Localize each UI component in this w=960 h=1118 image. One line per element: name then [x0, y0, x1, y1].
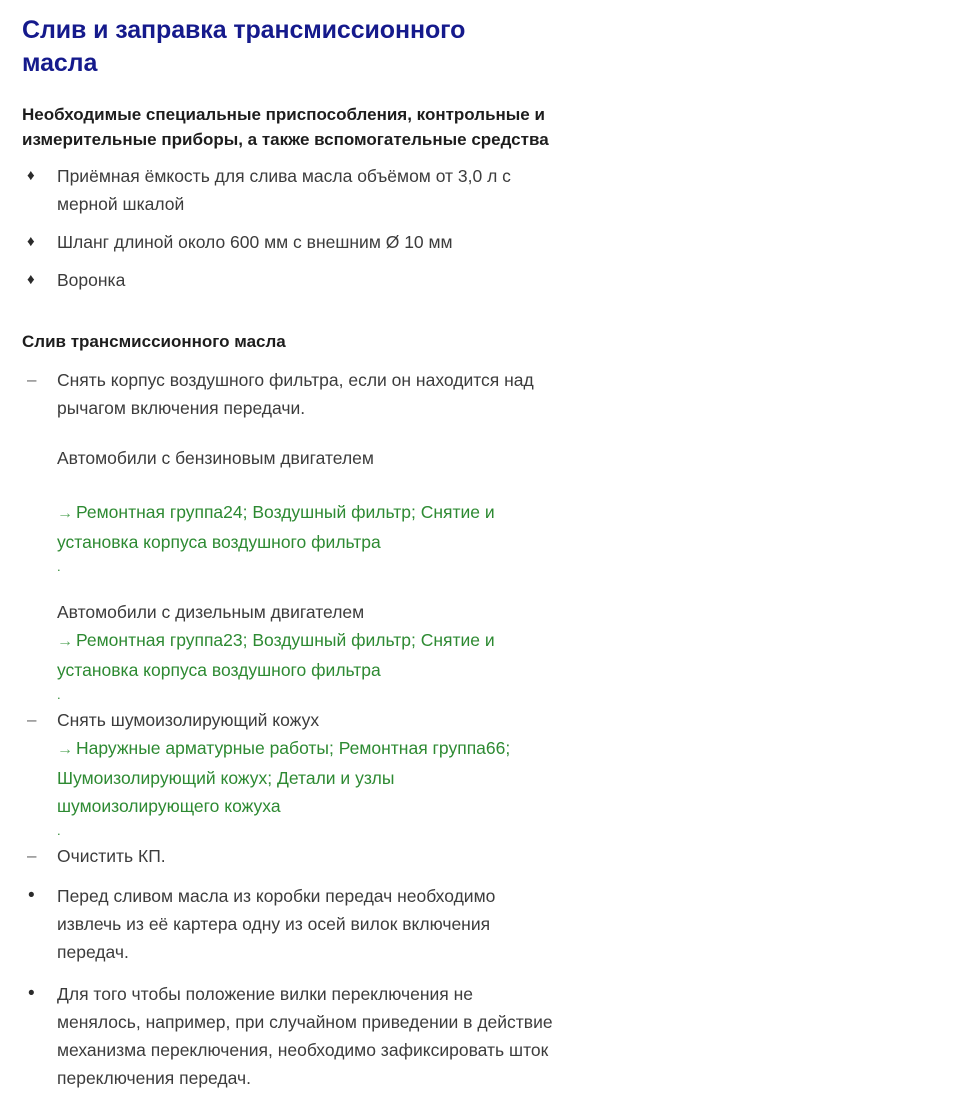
list-item — [0, 842, 636, 870]
cross-reference-link-label: Ремонтная группа23; Воздушный фильтр; Снятие и установка корпуса воздушного фильтра — [57, 630, 495, 680]
required-tools-heading: Необходимые специальные приспособления, контрольные и измерительные приборы, а также вспомогательные средства — [22, 105, 549, 149]
list-item — [0, 162, 636, 218]
list-item-label: Воронка — [57, 270, 126, 290]
drain-steps-list — [0, 354, 960, 870]
list-item — [0, 366, 636, 704]
diesel-engine-note: Автомобили с дизельным двигателем — [57, 602, 365, 622]
dash-bullet-icon: – — [27, 846, 37, 865]
note-label: Перед сливом масла из коробки передач необходимо извлечь из её картера одну из осей вилок включения передач. — [57, 886, 496, 962]
dash-bullet-icon: – — [27, 710, 37, 729]
diamond-bullet-icon: ♦ — [27, 167, 35, 184]
dash-bullet-icon: – — [27, 370, 37, 389]
list-item-label: Шланг длиной около 600 мм с внешним Ø 10 мм — [57, 232, 453, 252]
diamond-bullet-icon: ♦ — [27, 271, 35, 288]
round-bullet-icon: • — [28, 885, 35, 906]
cross-reference-link-label: Наружные арматурные работы; Ремонтная группа66; Шумоизолирующий кожух; Детали и узлы шумоизолирующего кожуха — [57, 738, 511, 816]
petrol-engine-note: Автомобили с бензиновым двигателем — [57, 448, 374, 468]
link-trailing-period: . — [57, 823, 61, 838]
diamond-bullet-icon: ♦ — [27, 233, 35, 250]
step-label: Снять шумоизолирующий кожух — [57, 710, 320, 730]
step-label: Снять корпус воздушного фильтра, если он находится над рычагом включения передачи. — [57, 370, 534, 418]
note-label: Для того чтобы положение вилки переключения не менялось, например, при случайном приведении в действие механизма переключения, необходимо зафиксировать шток переключения передач. — [57, 984, 553, 1088]
list-item — [0, 228, 636, 256]
list-item — [0, 882, 636, 966]
drain-oil-heading: Слив трансмиссионного масла — [22, 332, 286, 351]
cross-reference-link-diesel[interactable] — [57, 626, 557, 684]
list-item — [0, 266, 636, 294]
list-item — [0, 706, 636, 840]
notes-list — [0, 872, 960, 1092]
cross-reference-link-noise-shield[interactable] — [57, 734, 557, 820]
list-item-label: Приёмная ёмкость для слива масла объёмом от 3,0 л с мерной шкалой — [57, 166, 511, 214]
arrow-right-icon: → — [57, 505, 73, 522]
arrow-right-icon: → — [57, 741, 73, 758]
cross-reference-link-label: Ремонтная группа24; Воздушный фильтр; Снятие и установка корпуса воздушного фильтра — [57, 502, 495, 552]
arrow-right-icon: → — [57, 633, 73, 650]
required-tools-list — [0, 152, 960, 294]
round-bullet-icon: • — [28, 983, 35, 1004]
link-trailing-period: . — [57, 687, 61, 702]
link-trailing-period: . — [57, 559, 61, 574]
list-item — [0, 980, 636, 1092]
page-title: Слив и заправка трансмиссионного масла — [22, 16, 466, 77]
cross-reference-link-petrol[interactable] — [57, 498, 557, 556]
step-label: Очистить КП. — [57, 846, 166, 866]
